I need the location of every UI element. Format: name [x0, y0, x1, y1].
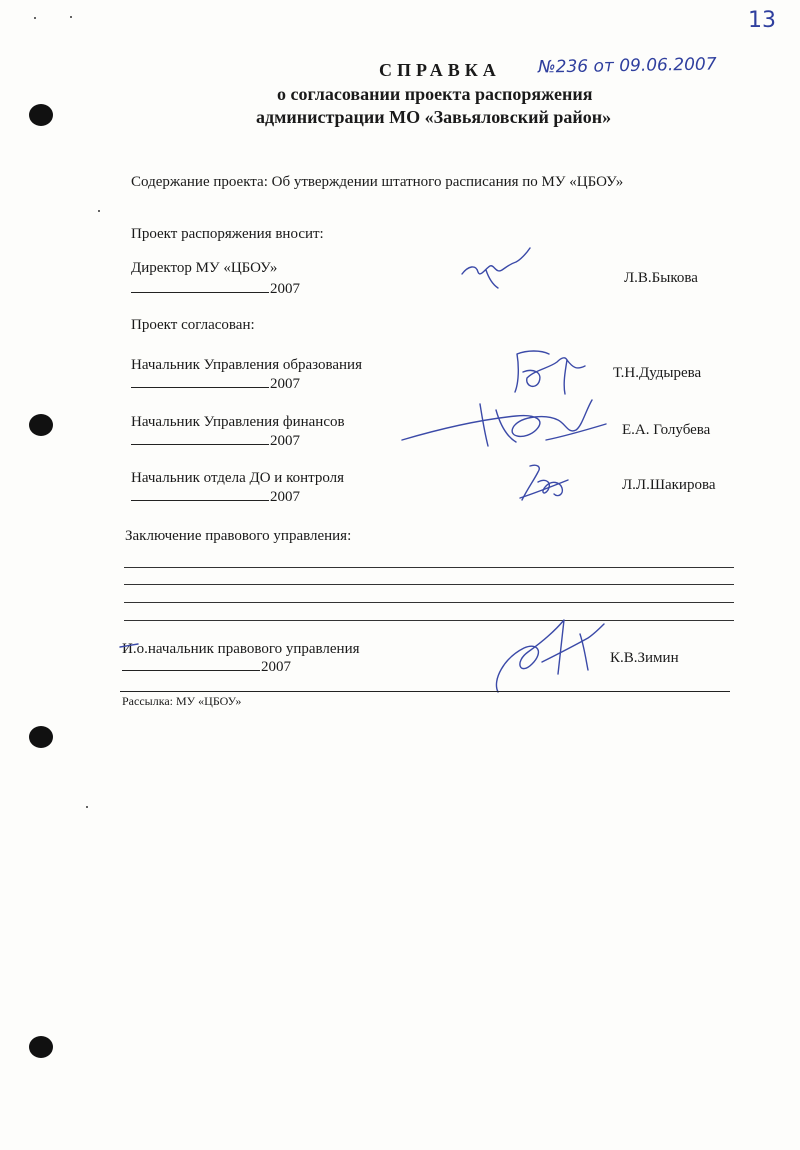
document-subtitle-line1: о согласовании проекта распоряжения [277, 84, 593, 104]
legal-conclusion-label: Заключение правового управления: [125, 528, 352, 544]
date-blank [122, 658, 260, 671]
approver-1-position: Начальник Управления образования [131, 357, 362, 373]
scan-speck [98, 210, 100, 212]
submitter-date-line [131, 280, 300, 298]
distribution-rule [120, 691, 730, 692]
approved-label: Проект согласован: [131, 317, 255, 333]
signature-golubeva [396, 390, 616, 460]
distribution-list: Рассылка: МУ «ЦБОУ» [122, 694, 242, 708]
page-number: 13 [748, 8, 776, 33]
binder-hole-2 [29, 414, 53, 436]
date-blank [131, 280, 269, 293]
submitter-year: 2007 [270, 281, 300, 297]
scan-speck [86, 806, 88, 808]
approver-3-date-line [131, 488, 300, 506]
conclusion-line-4 [124, 620, 734, 621]
date-blank [131, 488, 269, 501]
conclusion-line-1 [124, 567, 734, 568]
date-blank [131, 432, 269, 445]
approver-1-date-line [131, 375, 300, 393]
submitter-position: Директор МУ «ЦБОУ» [131, 260, 278, 276]
approver-3-name: Л.Л.Шакирова [622, 477, 716, 493]
document-subtitle-line2: администрации МО «Завьяловский район» [256, 107, 612, 127]
legal-head-date-line [122, 658, 291, 676]
signature-dudyreva [505, 342, 600, 397]
conclusion-line-3 [124, 602, 734, 603]
registration-note: №236 от 09.06.2007 [537, 54, 717, 78]
binder-hole-3 [29, 726, 53, 748]
signature-shakirova [512, 458, 592, 506]
binder-hole-1 [29, 104, 53, 126]
submitter-name: Л.В.Быкова [624, 270, 698, 286]
document-title: СПРАВКА [379, 60, 501, 80]
approver-2-position: Начальник Управления финансов [131, 414, 345, 430]
approver-3-position: Начальник отдела ДО и контроля [131, 470, 345, 486]
legal-head-name: К.В.Зимин [610, 650, 679, 666]
submitted-by-label: Проект распоряжения вносит: [131, 226, 324, 242]
binder-hole-4 [29, 1036, 53, 1058]
legal-head-year: 2007 [261, 659, 291, 675]
approver-2-date-line [131, 432, 300, 450]
approver-2-name: Е.А. Голубева [622, 422, 711, 438]
signature-bykova [458, 244, 538, 294]
scan-speck [70, 16, 72, 18]
date-blank [131, 375, 269, 388]
scan-speck [34, 17, 36, 19]
signature-zimin [484, 612, 614, 702]
approver-2-year: 2007 [270, 433, 300, 449]
conclusion-line-2 [124, 584, 734, 585]
strike-mark [118, 640, 142, 654]
legal-head-position: И.о.начальник правового управления [122, 641, 360, 657]
approver-1-name: Т.Н.Дудырева [613, 365, 702, 381]
approver-1-year: 2007 [270, 376, 300, 392]
project-content: Содержание проекта: Об утверждении штатного расписания по МУ «ЦБОУ» [131, 174, 624, 190]
approver-3-year: 2007 [270, 489, 300, 505]
